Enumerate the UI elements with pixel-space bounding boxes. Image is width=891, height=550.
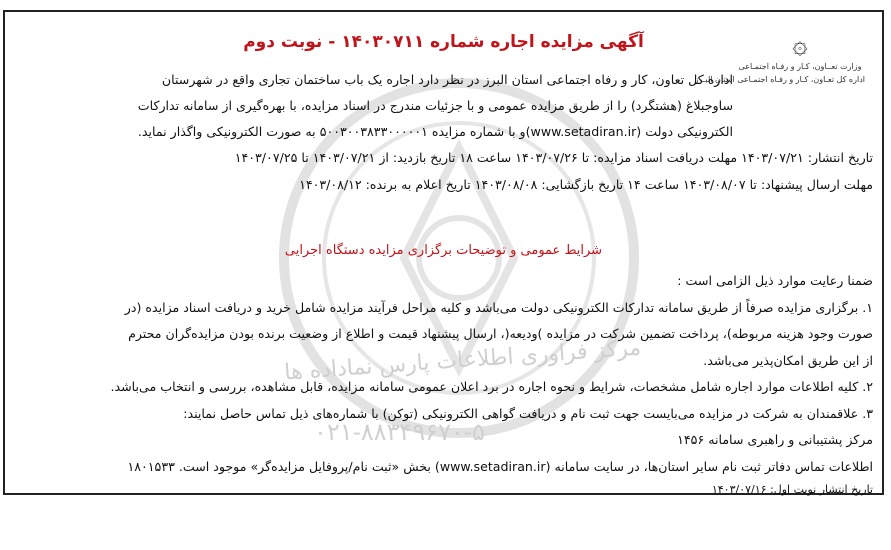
condition-line: صورت وجود هزینه مربوطه)، پرداخت تضمین شرکت در مزایده )ودیعه(، ارسال پیشنهاد قیمت و اطلاع از وضعیت برنده بودن مزایده‌گران محترم (128, 326, 873, 341)
notice-title: آگهی مزایده اجاره شماره ۱۴۰۳۰۷۱۱ - نوبت دوم (243, 32, 644, 52)
condition-line: ۳. علاقمندان به شرکت در مزایده می‌بایست جهت ثبت نام و دریافت گواهی الکترونیکی (توکن) با شماره‌های ذیل تماس حاصل نمایند: (183, 405, 873, 421)
ministry-name: وزارت تعــاون، کـار و رفـاه اجتمـاعی (738, 62, 862, 71)
first-publication-date: تاریخ انتشار نوبت اول: ۱۴۰۳/۰۷/۱۶ (711, 483, 873, 496)
conditions-body (14, 268, 873, 500)
condition-line: از این طریق امکان‌پذیر می‌باشد. (703, 352, 873, 368)
intro-paragraph (14, 67, 733, 145)
watermark-text: مرکز فراوری اطلاعات پارس نماداده ها (283, 335, 642, 386)
condition-line: ضمنا رعایت موارد ذیل الزامی است : (677, 273, 873, 288)
ministry-logo-icon: ۞ (792, 30, 808, 60)
notice-content (14, 18, 873, 496)
intro-line: اداره کل تعاون، کار و رفاه اجتماعی استان البرز در نظر دارد اجاره یک باب ساختمان تجاری واقع در شهرستان (161, 72, 733, 87)
watermark-phone: ۰۲۱-۸۸۳۴۹۶۷۰-۵ (314, 418, 485, 446)
condition-line: ۲. کلیه اطلاعات موارد اجاره شامل مشخصات، شرایط و نحوه اجاره در برد اعلان عمومی سامانه مزایده، قابل مشاهده، بررسی و انتخاب می‌باشد. (110, 379, 873, 394)
dates-line: تاریخ انتشار: ۱۴۰۳/۰۷/۲۱ مهلت دریافت اسناد مزایده: تا ۱۴۰۳/۰۷/۲۶ ساعت ۱۸ تاریخ بازدید: از ۱۴۰۳/۰۷/۲۱ تا ۱۴۰۳/۰۷/۲۵ (234, 150, 873, 165)
condition-line: اطلاعات تماس دفاتر ثبت نام سایر استان‌ها، در سایت سامانه (www.setadiran.ir) بخش «ثبت نام/پروفایل مزایده‌گر» موجود است. ۱۸۰۱۵۳۳ (127, 458, 873, 474)
directorate-name: اداره کل تعـاون، کـار و رفـاه اجتمـاعی استان البـرز (694, 75, 865, 84)
notice-frame (3, 10, 884, 495)
condition-line: مرکز پشتیبانی و راهبری سامانه ۱۴۵۶ (677, 432, 873, 447)
dates-block (14, 144, 873, 198)
intro-line: الکترونیکی دولت (www.setadiran.ir)و با شماره مزایده ۵۰۰۳۰۰۳۸۳۳۰۰۰۰۰۱ به صورت الکترونیکی واگذار نماید. (137, 124, 733, 139)
dates-line: مهلت ارسال پیشنهاد: تا ۱۴۰۳/۰۸/۰۷ ساعت ۱۴ تاریخ بازگشایی: ۱۴۰۳/۰۸/۰۸ تاریخ اعلام به برنده: ۱۴۰۳/۰۸/۱۲ (299, 177, 873, 192)
condition-line: ۱. برگزاری مزایده صرفاً از طریق سامانه تدارکات الکترونیکی دولت می‌باشد و کلیه مراحل فرآیند مزایده شامل خرید و دریافت اسناد مزایده (در (124, 299, 873, 315)
intro-line: ساوجبلاغ (هشتگرد) را از طریق مزایده عمومی و با جزئیات مندرج در اسناد مزایده، با بهره‌گیری از سامانه تدارکات (137, 98, 733, 113)
conditions-heading: شرایط عمومی و توضیحات برگزاری مزایده دستگاه اجرایی (284, 243, 603, 258)
